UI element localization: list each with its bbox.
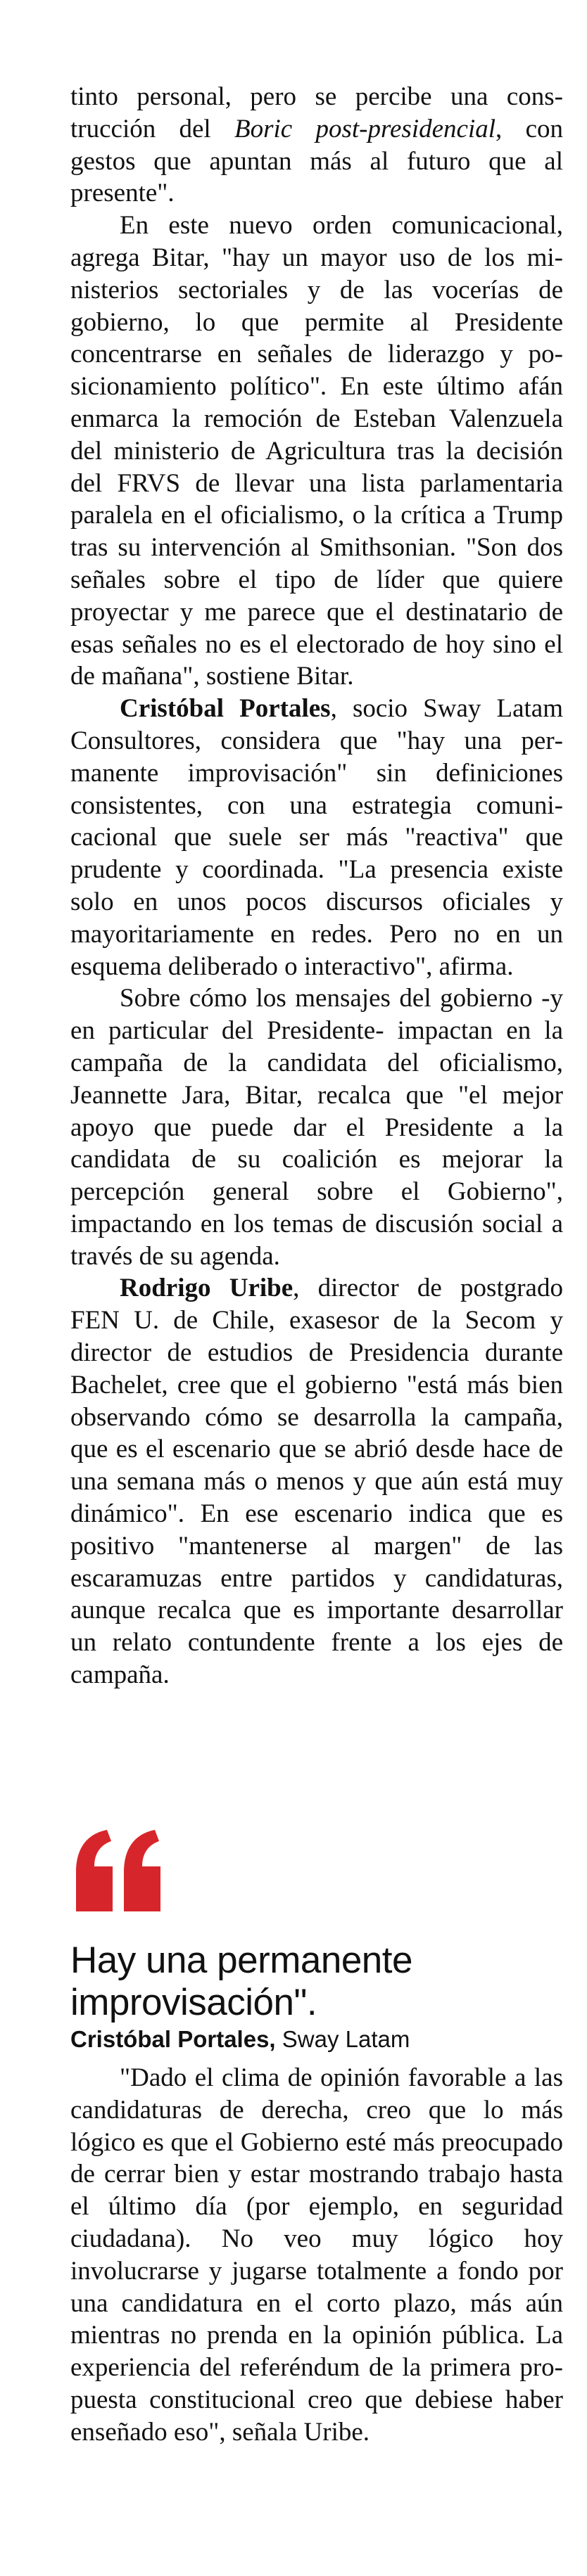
p1-italic: Boric post-presidencial bbox=[234, 114, 496, 143]
p3-name: Cristóbal Portales bbox=[120, 694, 331, 724]
paragraph-5 bbox=[70, 1272, 563, 1691]
p5-name: Rodrigo Uribe bbox=[120, 1274, 294, 1303]
pull-quote bbox=[70, 1828, 563, 2053]
paragraph-2: En este nuevo orden comunicacional, agrega Bitar, "hay un mayor uso de los ministerios sectoriales y de las vocerías de gobierno, lo que permite al Presidente concentrarse en señales de liderazgo y posicionamiento político". En este último afán enmarca la remoción de Esteban Valenzuela del ministerio de Agricultura tras la decisión del FRVS de llevar una lista parlamentaria paralela en el oficialismo, o la crítica a Trump tras su intervención al Smithsonian. "Son dos señales sobre el tipo de líder que quiere proyectar y me parece que el destinatario de esas señales no es el electorado de hoy sino el de mañana", sostiene Bitar. bbox=[70, 211, 563, 691]
p1-post: , con gestos que apuntan más al futuro que al presente". bbox=[70, 114, 563, 208]
article-body bbox=[70, 81, 563, 1691]
p5-text: , director de postgrado FEN U. de Chile, exasesor de la Secom y director de estudios de Presidencia durante Bachelet, cree que el gobierno "está más bien observando cómo se desarrolla la campaña, que es el escenario que se abrió desde hace de una semana más o menos y que aún está muy dinámico". En ese escenario indica que es positivo "mantenerse al margen" de las escaramuzas entre partidos y candidaturas, aunque recalca que es importante desarrollar un relato contundente frente a los ejes de campaña. bbox=[70, 1274, 563, 1690]
pull-quote-affiliation: Sway Latam bbox=[282, 2026, 410, 2052]
quote-mark-icon bbox=[70, 1828, 563, 1913]
article-body-continued bbox=[70, 2062, 563, 2449]
pull-quote-attribution bbox=[70, 2025, 563, 2053]
pull-quote-name: Cristóbal Portales, bbox=[70, 2026, 276, 2052]
paragraph-6: "Dado el clima de opinión favorable a las candidaturas de derecha, creo que lo más lógico es que el Gobierno esté más preocupado de cerrar bien y estar mostrando trabajo hasta el último día (por ejemplo, en seguridad ciudadana). No veo muy lógico hoy involucrarse y jugarse totalmente a fondo por una candidatura en el corto plazo, más aún mientras no prenda en la opinión pública. La experiencia del referéndum de la primera propuesta constitucional creo que debiese haber enseñado eso", señala Uribe. bbox=[70, 2063, 563, 2447]
p1-pre: tinto personal, pero se percibe una construcción del bbox=[70, 82, 563, 143]
paragraph-1 bbox=[70, 81, 563, 210]
p3-text: , socio Sway Latam Consultores, considera que "hay una permanente improvisación" sin definiciones consistentes, con una estrategia comunicacional que suele ser más "reactiva" que prudente y coordinada. "La presencia existe solo en unos pocos discursos oficiales y mayoritariamente en redes. Pero no en un esquema deliberado o interactivo", afirma. bbox=[70, 694, 564, 981]
pull-quote-text: Hay una permanente improvisación". bbox=[70, 1940, 412, 2023]
paragraph-4: Sobre cómo los mensajes del gobierno -y en particular del Presidente- impactan en la campaña de la candidata del oficialismo, Jeannette Jara, Bitar, recalca que "el mejor apoyo que puede dar el Presidente a la candidata de su coalición es mejorar la percepción general sobre el Gobierno", impactando en los temas de discusión social a través de su agenda. bbox=[70, 984, 563, 1271]
quote-mark-icon-svg bbox=[70, 1828, 169, 1913]
paragraph-3 bbox=[70, 693, 563, 982]
